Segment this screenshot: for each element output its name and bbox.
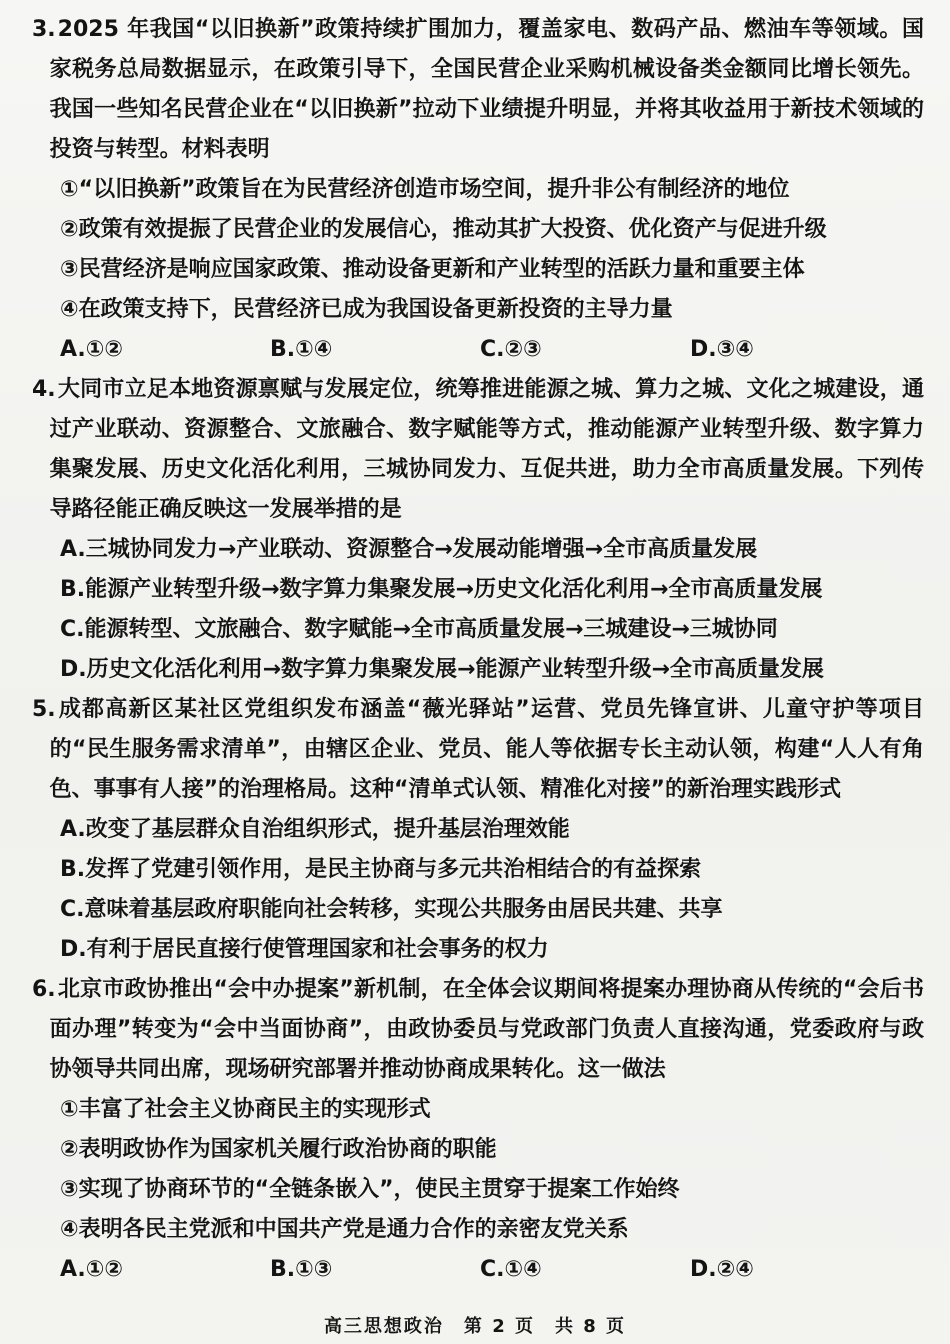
question-6-choice-a: A.①② bbox=[60, 1257, 124, 1282]
question-3-choice-b: B.①④ bbox=[270, 337, 333, 362]
question-6-number: 6. bbox=[32, 977, 56, 1002]
question-5-option-a: A.改变了基层群众自治组织形式，提升基层治理效能 bbox=[60, 817, 570, 842]
question-5-text: 成都高新区某社区党组织发布涵盖“薇光驿站”运营、党员先锋宣讲、儿童守护等项目的“民生服务需求清单”，由辖区企业、党员、能人等依据专长主动认领，构建“人人有角色、事事有人接”的治理格局。这种“清单式认领、精准化对接”的新治理实践形式 bbox=[49, 697, 924, 802]
question-5-option-b: B.发挥了党建引领作用，是民主协商与多元共治相结合的有益探索 bbox=[60, 857, 702, 882]
question-3 bbox=[32, 10, 924, 370]
question-3-item-3: ③民营经济是响应国家政策、推动设备更新和产业转型的活跃力量和重要主体 bbox=[60, 257, 805, 282]
question-4-option-d: D.历史文化活化利用→数字算力集聚发展→能源产业转型升级→全市高质量发展 bbox=[60, 657, 824, 682]
page-footer: 高三思想政治 第 2 页 共 8 页 bbox=[323, 1316, 627, 1337]
question-3-choice-d: D.③④ bbox=[690, 337, 754, 362]
question-5-option-c: C.意味着基层政府职能向社会转移，实现公共服务由居民共建、共享 bbox=[60, 897, 723, 922]
question-5 bbox=[32, 690, 924, 970]
question-3-stem bbox=[32, 10, 924, 170]
question-3-choice-c: C.②③ bbox=[480, 337, 542, 362]
question-3-choices bbox=[32, 330, 924, 370]
question-6-item-3: ③实现了协商环节的“全链条嵌入”，使民主贯穿于提案工作始终 bbox=[60, 1177, 680, 1202]
question-5-stem bbox=[32, 690, 924, 810]
question-4-number: 4. bbox=[32, 377, 56, 402]
question-3-item-4: ④在政策支持下，民营经济已成为我国设备更新投资的主导力量 bbox=[60, 297, 673, 322]
question-3-item-2: ②政策有效提振了民营企业的发展信心，推动其扩大投资、优化资产与促进升级 bbox=[60, 217, 827, 242]
question-6-item-2: ②表明政协作为国家机关履行政治协商的职能 bbox=[60, 1137, 497, 1162]
question-6-choice-c: C.①④ bbox=[480, 1257, 542, 1282]
question-6-choice-b: B.①③ bbox=[270, 1257, 333, 1282]
question-3-choice-a: A.①② bbox=[60, 337, 124, 362]
question-4-option-b: B.能源产业转型升级→数字算力集聚发展→历史文化活化利用→全市高质量发展 bbox=[60, 577, 823, 602]
question-6-item-4: ④表明各民主党派和中国共产党是通力合作的亲密友党关系 bbox=[60, 1217, 629, 1242]
question-6-choice-d: D.②④ bbox=[690, 1257, 754, 1282]
question-6-stem bbox=[32, 970, 924, 1090]
question-4 bbox=[32, 370, 924, 690]
question-4-stem bbox=[32, 370, 924, 530]
question-4-option-a: A.三城协同发力→产业联动、资源整合→发展动能增强→全市高质量发展 bbox=[60, 537, 758, 562]
question-3-text: 2025 年我国“以旧换新”政策持续扩围加力，覆盖家电、数码产品、燃油车等领域。国家税务总局数据显示，在政策引导下，全国民营企业采购机械设备类金额同比增长领先。我国一些知名民营企业在“以旧换新”拉动下业绩提升明显，并将其收益用于新技术领域的投资与转型。材料表明 bbox=[49, 17, 924, 162]
question-6 bbox=[32, 970, 924, 1290]
question-3-number: 3. bbox=[32, 17, 56, 42]
question-3-item-1: ①“以旧换新”政策旨在为民营经济创造市场空间，提升非公有制经济的地位 bbox=[60, 177, 790, 202]
question-6-text: 北京市政协推出“会中办提案”新机制，在全体会议期间将提案办理协商从传统的“会后书面办理”转变为“会中当面协商”，由政协委员与党政部门负责人直接沟通，党委政府与政协领导共同出席，现场研究部署并推动协商成果转化。这一做法 bbox=[49, 977, 924, 1082]
question-4-option-c: C.能源转型、文旅融合、数字赋能→全市高质量发展→三城建设→三城协同 bbox=[60, 617, 778, 642]
question-6-item-1: ①丰富了社会主义协商民主的实现形式 bbox=[60, 1097, 431, 1122]
question-5-number: 5. bbox=[32, 697, 56, 722]
question-5-option-d: D.有利于居民直接行使管理国家和社会事务的权力 bbox=[60, 937, 549, 962]
question-4-text: 大同市立足本地资源禀赋与发展定位，统筹推进能源之城、算力之城、文化之城建设，通过产业联动、资源整合、文旅融合、数字赋能等方式，推动能源产业转型升级、数字算力集聚发展、历史文化活化利用，三城协同发力、互促共进，助力全市高质量发展。下列传导路径能正确反映这一发展举措的是 bbox=[49, 377, 924, 522]
question-6-choices bbox=[32, 1250, 924, 1290]
